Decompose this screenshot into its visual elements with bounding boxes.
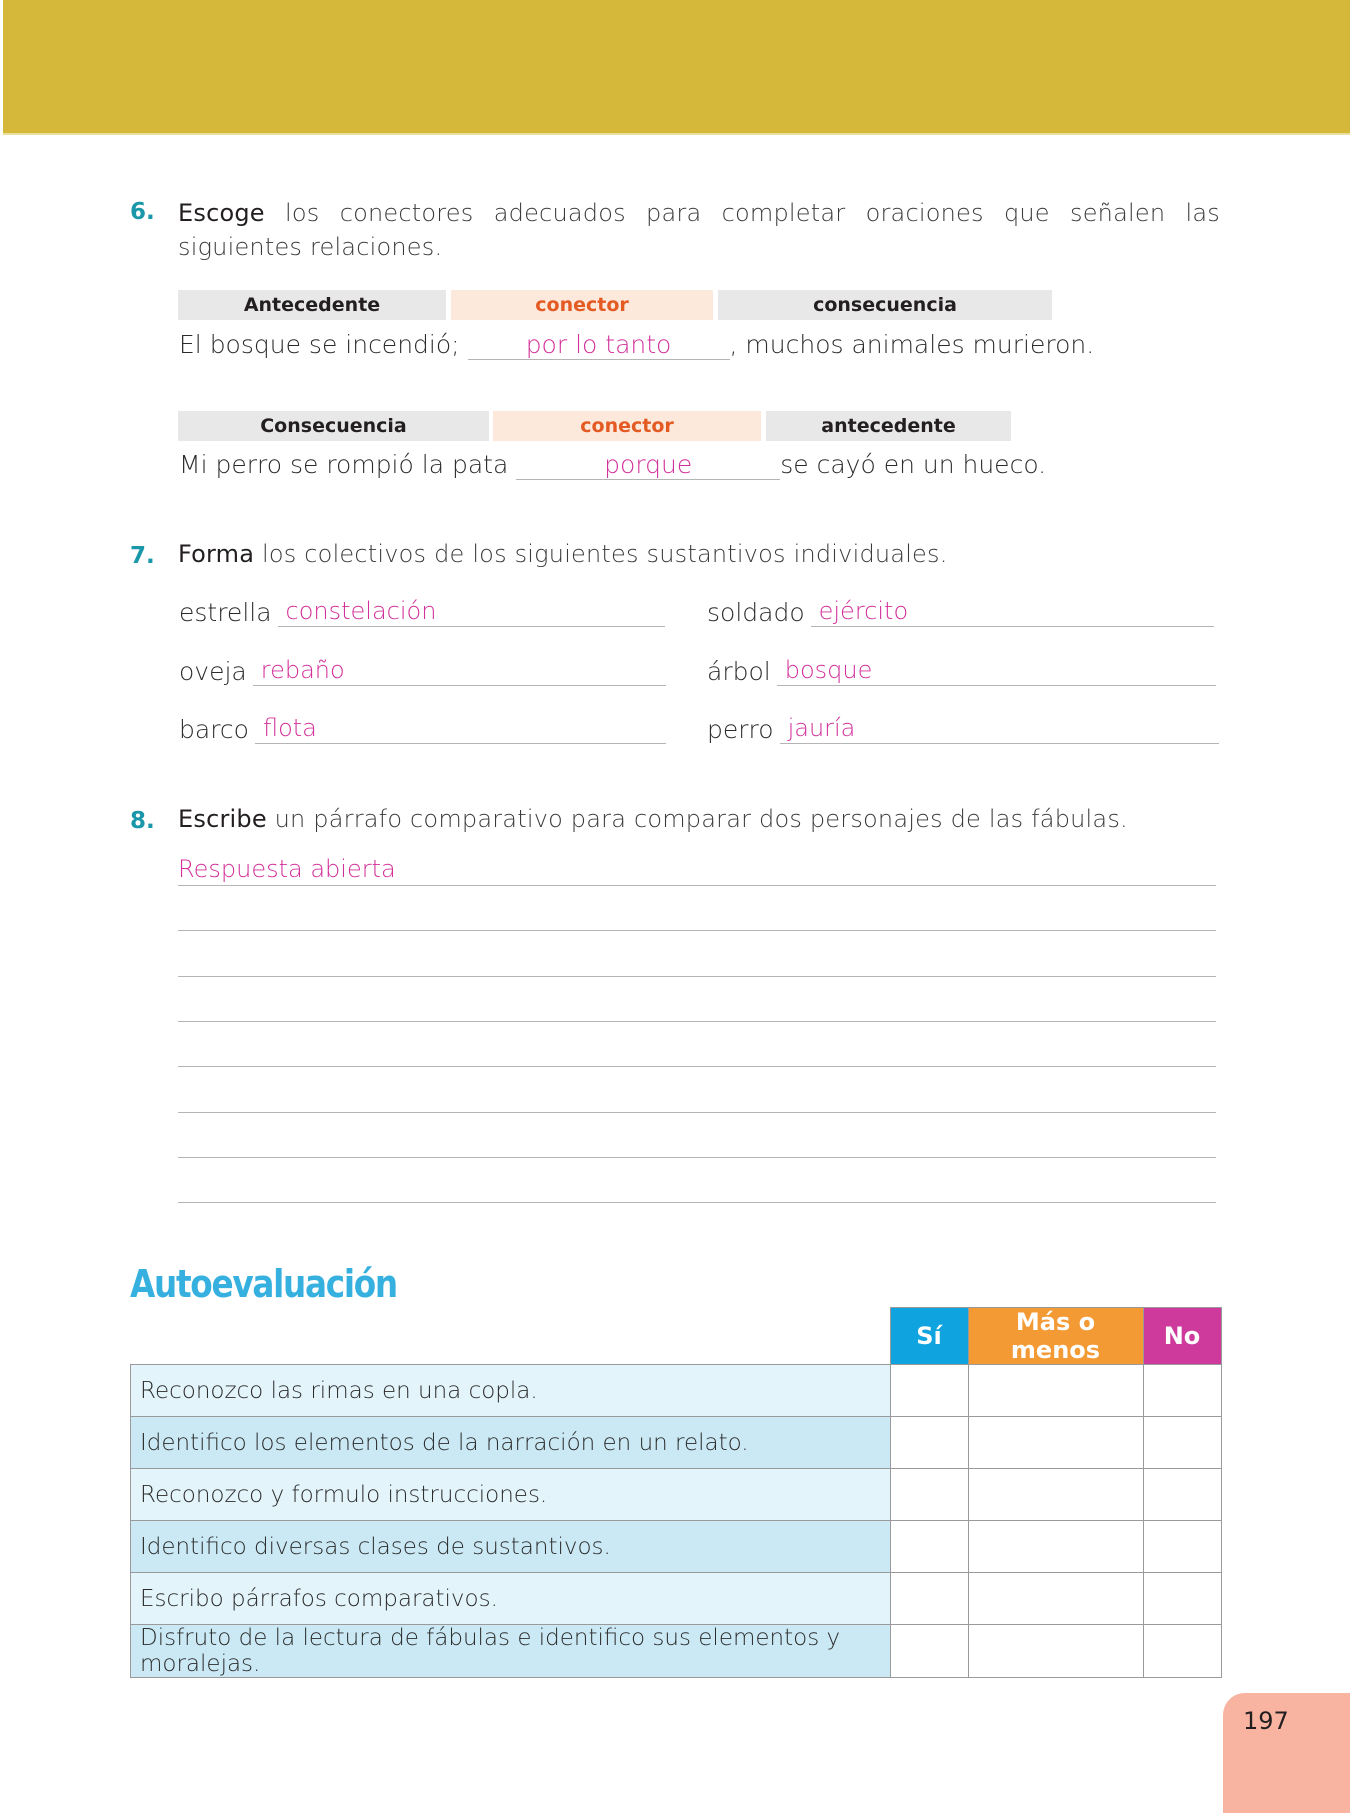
collective-pair (179, 713, 666, 744)
writing-line[interactable] (178, 885, 1216, 886)
table-row (131, 1469, 1222, 1521)
sentence-1-answer-blank[interactable]: por lo tanto (468, 331, 730, 360)
collective-answer[interactable]: ejército (811, 596, 1214, 627)
sentence-1 (179, 330, 1094, 360)
criterion-text: Disfruto de la lectura de fábulas e identifico sus elementos y moralejas. (131, 1625, 891, 1678)
checkbox-cell-mas-o-menos[interactable] (968, 1365, 1143, 1417)
checkbox-cell-no[interactable] (1143, 1521, 1221, 1573)
checkbox-cell-si[interactable] (890, 1573, 968, 1625)
header-consecuencia-2: Consecuencia (178, 411, 489, 441)
writing-line[interactable] (178, 1112, 1216, 1113)
collective-pair (707, 655, 1216, 686)
table-row (131, 1417, 1222, 1469)
individual-noun: estrella (179, 598, 272, 627)
writing-line[interactable] (178, 1021, 1216, 1022)
column-header-mas-o-menos: Más o menos (968, 1308, 1143, 1365)
self-evaluation-table (130, 1307, 1222, 1678)
table-row (131, 1365, 1222, 1417)
sentence-2-before: Mi perro se rompió la pata (179, 450, 517, 479)
individual-noun: árbol (707, 657, 771, 686)
header-conector: conector (451, 290, 713, 320)
question-8-number: 8. (130, 808, 155, 834)
table-row (131, 1521, 1222, 1573)
collective-answer[interactable]: jauría (780, 713, 1219, 744)
question-7-prompt (178, 540, 948, 568)
checkbox-cell-si[interactable] (890, 1521, 968, 1573)
question-8-prompt (178, 805, 1128, 833)
writing-line[interactable] (178, 930, 1216, 931)
question-7-number: 7. (130, 543, 155, 569)
individual-noun: soldado (707, 598, 805, 627)
criterion-text: Identifico los elementos de la narración en un relato. (131, 1417, 891, 1469)
collective-pair (707, 713, 1219, 744)
page-number: 197 (1243, 1707, 1289, 1735)
question-6-verb: Escoge (178, 199, 265, 227)
header-consecuencia: consecuencia (718, 290, 1052, 320)
collective-answer[interactable]: rebaño (253, 655, 666, 686)
header-antecedente: Antecedente (178, 290, 446, 320)
question-7-text: los colectivos de los siguientes sustantivos individuales. (254, 540, 948, 568)
checkbox-cell-no[interactable] (1143, 1365, 1221, 1417)
checkbox-cell-mas-o-menos[interactable] (968, 1417, 1143, 1469)
checkbox-cell-mas-o-menos[interactable] (968, 1573, 1143, 1625)
writing-line[interactable] (178, 1202, 1216, 1203)
checkbox-cell-mas-o-menos[interactable] (968, 1625, 1143, 1678)
sentence-2-after: se cayó en un hueco. (780, 450, 1047, 479)
criterion-text: Reconozco las rimas en una copla. (131, 1365, 891, 1417)
criterion-text: Escribo párrafos comparativos. (131, 1573, 891, 1625)
question-6-number: 6. (130, 199, 155, 225)
question-6-prompt (178, 196, 1220, 264)
header-band (0, 0, 1350, 133)
checkbox-cell-no[interactable] (1143, 1573, 1221, 1625)
collective-pair (179, 655, 666, 686)
collective-answer[interactable]: constelación (278, 596, 665, 627)
checkbox-cell-no[interactable] (1143, 1417, 1221, 1469)
table-corner (131, 1308, 891, 1365)
criterion-text: Reconozco y formulo instrucciones. (131, 1469, 891, 1521)
checkbox-cell-si[interactable] (890, 1469, 968, 1521)
collective-pair (707, 596, 1214, 627)
criterion-text: Identifico diversas clases de sustantivos. (131, 1521, 891, 1573)
question-8-text: un párrafo comparativo para comparar dos personajes de las fábulas. (266, 805, 1128, 833)
sentence-2 (179, 450, 1046, 480)
individual-noun: oveja (179, 657, 247, 686)
writing-line[interactable] (178, 1066, 1216, 1067)
question-6-text: los conectores adecuados para completar oraciones que señalen las siguientes relaciones. (178, 199, 1220, 261)
individual-noun: barco (179, 715, 249, 744)
sentence-1-after: , muchos animales murieron. (729, 330, 1095, 359)
checkbox-cell-no[interactable] (1143, 1469, 1221, 1521)
column-header-si: Sí (890, 1308, 968, 1365)
collective-pair (179, 596, 665, 627)
checkbox-cell-si[interactable] (890, 1365, 968, 1417)
writing-line[interactable] (178, 1157, 1216, 1158)
individual-noun: perro (707, 715, 774, 744)
table-row (131, 1625, 1222, 1678)
checkbox-cell-mas-o-menos[interactable] (968, 1521, 1143, 1573)
checkbox-cell-mas-o-menos[interactable] (968, 1469, 1143, 1521)
collective-answer[interactable]: flota (255, 713, 666, 744)
checkbox-cell-si[interactable] (890, 1625, 968, 1678)
collective-answer[interactable]: bosque (777, 655, 1216, 686)
open-answer-text: Respuesta abierta (178, 855, 396, 883)
sentence-1-before: El bosque se incendió; (179, 330, 468, 359)
header-conector-2: conector (493, 411, 761, 441)
sentence-2-answer-blank[interactable]: porque (516, 451, 780, 480)
question-8-verb: Escribe (178, 805, 267, 833)
checkbox-cell-no[interactable] (1143, 1625, 1221, 1678)
header-antecedente-2: antecedente (766, 411, 1011, 441)
writing-line[interactable] (178, 976, 1216, 977)
question-7-verb: Forma (178, 540, 255, 568)
checkbox-cell-si[interactable] (890, 1417, 968, 1469)
page-tab (1223, 1693, 1350, 1813)
self-evaluation-title: Autoevaluación (130, 1262, 397, 1306)
table-row (131, 1573, 1222, 1625)
column-header-no: No (1143, 1308, 1221, 1365)
